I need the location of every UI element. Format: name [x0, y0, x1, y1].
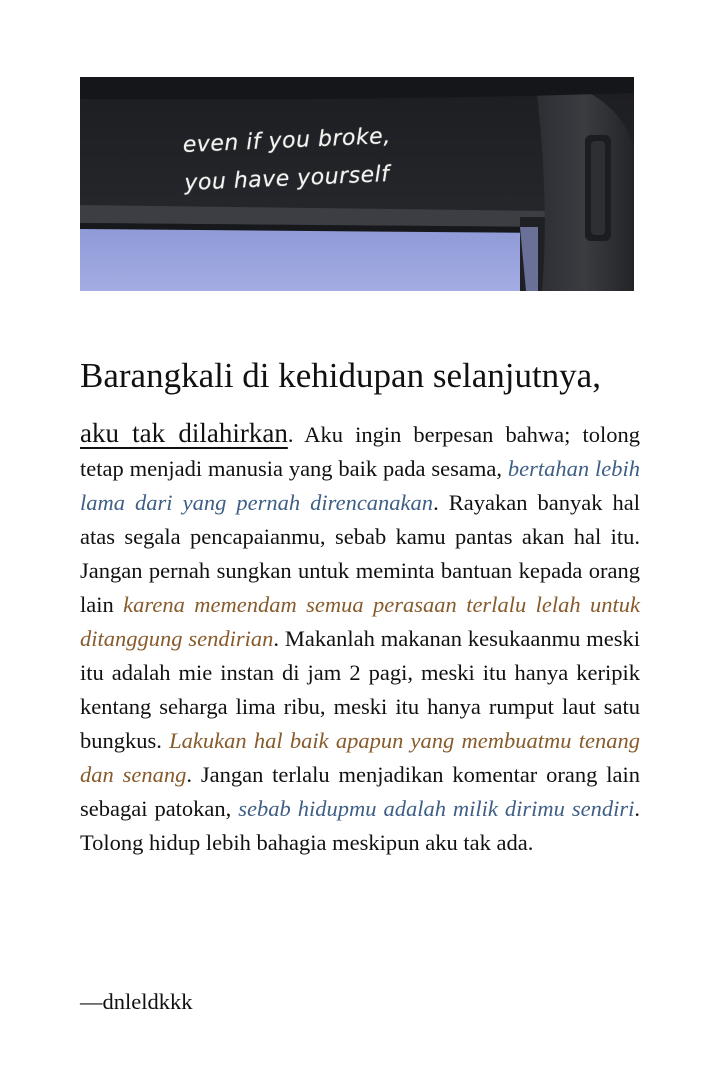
- body-segment-2: . Rayakan banyak hal atas segala pencapaianmu, sebab kamu pantas akan hal itu. Jangan pernah sungkan untuk meminta bantuan kepada orang lain: [80, 490, 640, 617]
- highlight-blue-2: sebab hidupmu adalah milik dirimu sendiri: [238, 796, 635, 821]
- lead-phrase: aku tak dilahirkan: [80, 418, 288, 448]
- body-segment-4: . Jangan terlalu menjadikan komentar orang lain sebagai patokan,: [80, 762, 640, 821]
- body-segment-1: . Aku ingin berpesan bahwa; tolong tetap menjadi manusia yang baik pada sesama,: [80, 422, 640, 481]
- body-segment-5: . Tolong hidup lebih bahagia meskipun aku tak ada.: [80, 796, 640, 855]
- page-heading: Barangkali di kehidupan selanjutnya,: [80, 356, 601, 395]
- photo-caption: [182, 115, 465, 203]
- header-photo: [80, 77, 634, 291]
- highlight-brown-1: karena memendam semua perasaan terlalu lelah untuk ditanggung sendirian: [80, 592, 641, 651]
- body-segment-3: . Makanlah makanan kesukaanmu meski itu adalah mie instan di jam 2 pagi, meski itu hanya keripik kentang seharga lima ribu, meski itu hanya rumput laut satu bungkus.: [80, 626, 640, 753]
- photo-caption-line-2: you have yourself: [183, 162, 391, 196]
- photo-caption-line-1: even if you broke,: [182, 123, 392, 158]
- author-signature: —dnleldkkk: [80, 989, 193, 1014]
- highlight-blue-1: bertahan lebih lama dari yang pernah direncanakan: [80, 456, 641, 515]
- highlight-brown-2: Lakukan hal baik apapun yang membuatmu tenang dan senang: [80, 728, 640, 787]
- body-paragraph: [80, 416, 640, 860]
